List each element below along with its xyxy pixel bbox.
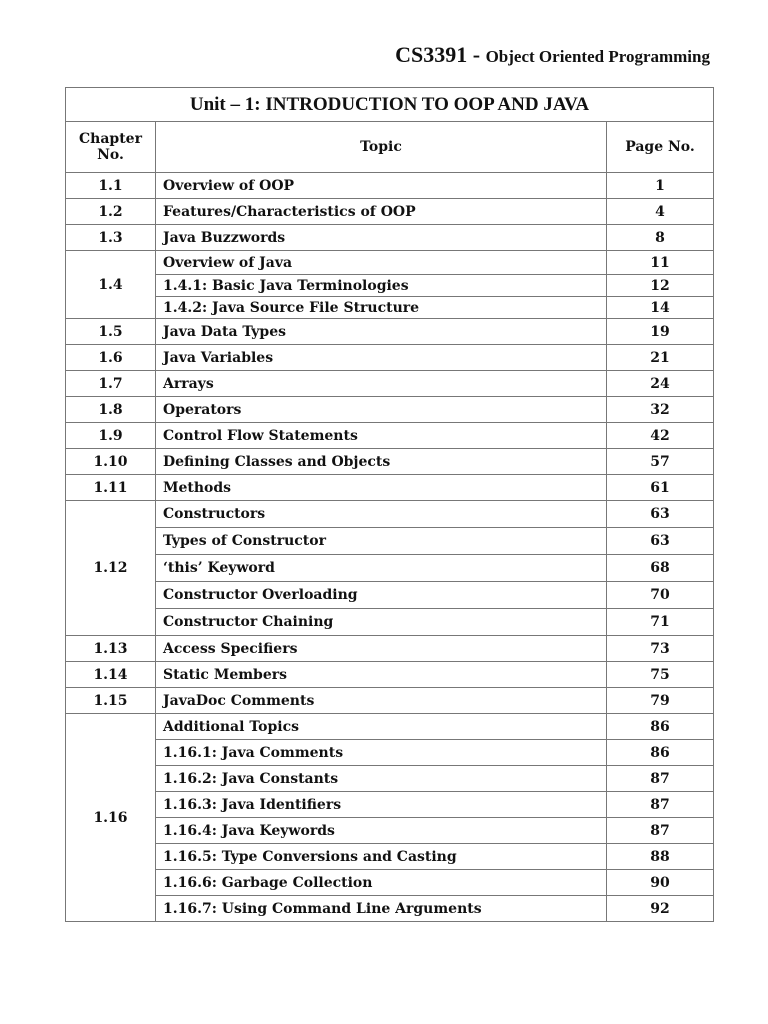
column-header-chapter-line2: No. xyxy=(97,147,124,163)
chapter-number: 1.6 xyxy=(66,345,156,371)
unit-title: Unit – 1: INTRODUCTION TO OOP AND JAVA xyxy=(66,88,714,122)
topic-cell: 1.4.1: Basic Java Terminologies xyxy=(156,275,607,297)
chapter-number: 1.1 xyxy=(66,173,156,199)
topic-cell: 1.16.6: Garbage Collection xyxy=(156,870,607,896)
column-header-chapter-line1: Chapter xyxy=(79,131,142,147)
topic-cell: Static Members xyxy=(156,662,607,688)
table-row xyxy=(66,582,714,609)
page-number: 61 xyxy=(606,475,713,501)
topic-cell: Operators xyxy=(156,397,607,423)
column-header-chapter xyxy=(66,122,156,173)
topic-cell: Arrays xyxy=(156,371,607,397)
page-number: 86 xyxy=(606,740,713,766)
page-number: 24 xyxy=(606,371,713,397)
topic-cell: JavaDoc Comments xyxy=(156,688,607,714)
table-row xyxy=(66,528,714,555)
table-row xyxy=(66,275,714,297)
table-row xyxy=(66,766,714,792)
chapter-number: 1.14 xyxy=(66,662,156,688)
table-row xyxy=(66,896,714,922)
topic-cell: Java Buzzwords xyxy=(156,225,607,251)
page-number: 90 xyxy=(606,870,713,896)
topic-cell: Overview of Java xyxy=(156,251,607,275)
page-number: 21 xyxy=(606,345,713,371)
topic-cell: ‘this’ Keyword xyxy=(156,555,607,582)
course-code: CS3391 - xyxy=(395,42,486,67)
page-number: 19 xyxy=(606,319,713,345)
toc-body xyxy=(66,173,714,922)
topic-cell: Overview of OOP xyxy=(156,173,607,199)
course-title: Object Oriented Programming xyxy=(485,47,710,66)
page-number: 57 xyxy=(606,449,713,475)
topic-cell: Additional Topics xyxy=(156,714,607,740)
table-row xyxy=(66,636,714,662)
table-row xyxy=(66,371,714,397)
column-header-topic: Topic xyxy=(156,122,607,173)
table-row xyxy=(66,870,714,896)
table-row xyxy=(66,555,714,582)
topic-cell: 1.16.4: Java Keywords xyxy=(156,818,607,844)
page-number: 86 xyxy=(606,714,713,740)
table-row xyxy=(66,740,714,766)
page-number: 12 xyxy=(606,275,713,297)
chapter-number: 1.15 xyxy=(66,688,156,714)
table-row xyxy=(66,662,714,688)
table-row xyxy=(66,844,714,870)
table-row xyxy=(66,714,714,740)
table-row xyxy=(66,319,714,345)
chapter-number: 1.10 xyxy=(66,449,156,475)
topic-cell: Control Flow Statements xyxy=(156,423,607,449)
chapter-number: 1.12 xyxy=(66,501,156,636)
page-number: 79 xyxy=(606,688,713,714)
table-row xyxy=(66,297,714,319)
page-number: 73 xyxy=(606,636,713,662)
page-number: 68 xyxy=(606,555,713,582)
topic-cell: Java Data Types xyxy=(156,319,607,345)
page-number: 32 xyxy=(606,397,713,423)
page-number: 70 xyxy=(606,582,713,609)
chapter-number: 1.3 xyxy=(66,225,156,251)
page-number: 87 xyxy=(606,766,713,792)
table-row xyxy=(66,818,714,844)
table-row xyxy=(66,792,714,818)
page-number: 87 xyxy=(606,818,713,844)
page-number: 63 xyxy=(606,501,713,528)
table-row xyxy=(66,688,714,714)
table-of-contents xyxy=(65,87,714,922)
topic-cell: Constructor Chaining xyxy=(156,609,607,636)
table-row xyxy=(66,225,714,251)
page-number: 63 xyxy=(606,528,713,555)
topic-cell: 1.4.2: Java Source File Structure xyxy=(156,297,607,319)
topic-cell: 1.16.7: Using Command Line Arguments xyxy=(156,896,607,922)
page-number: 92 xyxy=(606,896,713,922)
chapter-number: 1.7 xyxy=(66,371,156,397)
page-number: 11 xyxy=(606,251,713,275)
topic-cell: 1.16.5: Type Conversions and Casting xyxy=(156,844,607,870)
topic-cell: 1.16.3: Java Identifiers xyxy=(156,792,607,818)
page-number: 4 xyxy=(606,199,713,225)
chapter-number: 1.16 xyxy=(66,714,156,922)
table-row xyxy=(66,501,714,528)
topic-cell: Types of Constructor xyxy=(156,528,607,555)
page-number: 1 xyxy=(606,173,713,199)
page-number: 42 xyxy=(606,423,713,449)
topic-cell: Java Variables xyxy=(156,345,607,371)
topic-cell: 1.16.1: Java Comments xyxy=(156,740,607,766)
table-row xyxy=(66,173,714,199)
page-number: 75 xyxy=(606,662,713,688)
chapter-number: 1.8 xyxy=(66,397,156,423)
page-number: 87 xyxy=(606,792,713,818)
table-row xyxy=(66,423,714,449)
topic-cell: 1.16.2: Java Constants xyxy=(156,766,607,792)
page-number: 14 xyxy=(606,297,713,319)
topic-cell: Access Specifiers xyxy=(156,636,607,662)
chapter-number: 1.5 xyxy=(66,319,156,345)
table-row xyxy=(66,397,714,423)
page-number: 8 xyxy=(606,225,713,251)
table-row xyxy=(66,251,714,275)
table-row xyxy=(66,345,714,371)
topic-cell: Constructors xyxy=(156,501,607,528)
page-header xyxy=(395,42,710,68)
chapter-number: 1.9 xyxy=(66,423,156,449)
topic-cell: Constructor Overloading xyxy=(156,582,607,609)
table-row xyxy=(66,609,714,636)
topic-cell: Defining Classes and Objects xyxy=(156,449,607,475)
chapter-number: 1.13 xyxy=(66,636,156,662)
table-row xyxy=(66,475,714,501)
topic-cell: Methods xyxy=(156,475,607,501)
chapter-number: 1.11 xyxy=(66,475,156,501)
column-header-page: Page No. xyxy=(606,122,713,173)
chapter-number: 1.4 xyxy=(66,251,156,319)
chapter-number: 1.2 xyxy=(66,199,156,225)
page-number: 88 xyxy=(606,844,713,870)
table-row xyxy=(66,199,714,225)
topic-cell: Features/Characteristics of OOP xyxy=(156,199,607,225)
page-number: 71 xyxy=(606,609,713,636)
table-row xyxy=(66,449,714,475)
